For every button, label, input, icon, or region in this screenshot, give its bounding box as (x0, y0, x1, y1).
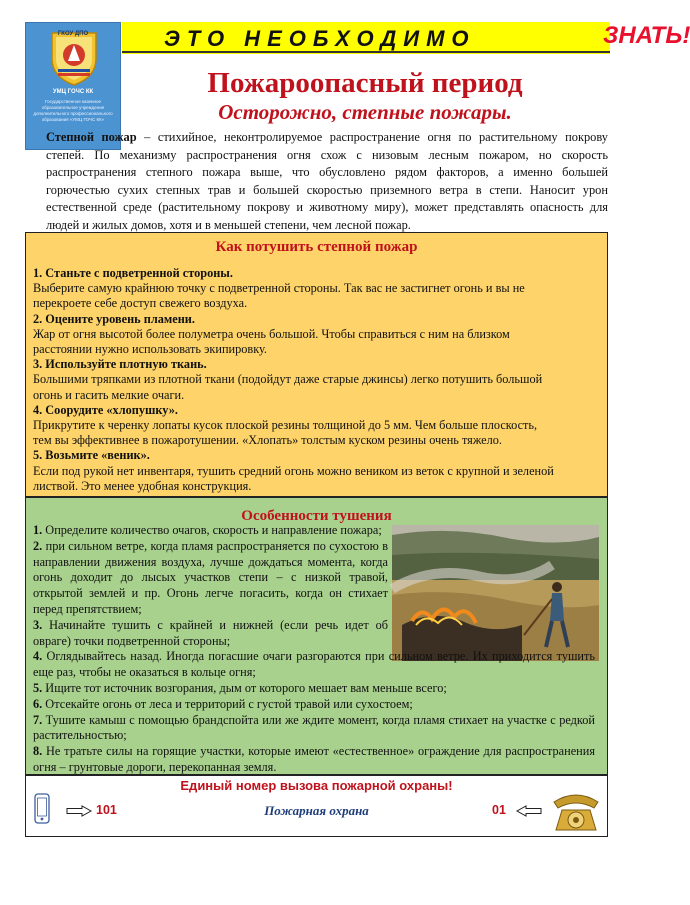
feature-text: Оглядывайтесь назад. Иногда погасшие очаги разгораются при сильном ветре. Их приходится тушить еще раз, чтобы не оказаться в кольце огня; (33, 649, 595, 680)
step-title: 1. Станьте с подветренной стороны. (33, 266, 233, 280)
fire-service-label: Пожарная охрана (264, 803, 369, 818)
feature-num: 7. (33, 712, 43, 727)
step-item (33, 312, 557, 358)
banner-highlight: ЗНАТЬ! (603, 22, 690, 49)
rotary-phone-icon (550, 790, 602, 834)
banner-underline (122, 51, 610, 53)
emblem-shield-icon (48, 29, 100, 87)
how-heading: Как потушить степной пожар (215, 239, 418, 255)
feature-text: Отсекайте огонь от леса и территорий с густой травой или сухостоем; (42, 696, 413, 711)
feature-text: Начинайте тушить с крайней и нижней (если речь идет об овраге) точки подветренной стороны; (33, 617, 388, 648)
step-text: Если под рукой нет инвентаря, тушить средний огонь можно веником из веток с крупной и зеленой листвой. Это менее удобная конструкция. (33, 463, 554, 493)
feature-num: 2. (33, 538, 43, 553)
feature-item (33, 649, 595, 681)
step-item (33, 448, 557, 494)
step-item (33, 357, 557, 403)
step-text: Большими тряпками из плотной ткани (подойдут даже старые джинсы) легко потушить большой огонь и гасить мелкие очаги. (33, 372, 543, 402)
step-item (33, 403, 557, 449)
features-heading: Особенности тушения (241, 508, 392, 524)
step-title: 3. Используйте плотную ткань. (33, 357, 207, 372)
feature-num: 3. (33, 617, 43, 632)
feature-item (33, 744, 595, 776)
feature-item (33, 713, 595, 745)
page-title: Пожароопасный период (207, 67, 523, 99)
feature-item (33, 618, 388, 650)
feature-num: 6. (33, 696, 43, 711)
feature-text: Ищите тот источник возгорания, дым от которого мешает вам меньше всего; (42, 680, 447, 695)
feature-text: при сильном ветре, когда пламя распространяется по сухостою в направлении движения воздуха, лучше дождаться момента, когда огонь доходит до лысых участков степи – с низкой травой, открытой землей и пр. Огонь легче погасить, когда он стихает перед препятствием; (33, 538, 388, 616)
arrow-left-icon (516, 805, 542, 817)
steps-list (33, 266, 557, 494)
mobile-number: 101 (96, 803, 117, 817)
feature-item (33, 697, 595, 713)
feature-text: Определите количество очагов, скорость и направление пожара; (42, 523, 382, 537)
feature-text: Не тратьте силы на горящие участки, которые имеют «естественное» ограждение для распространения огня – грунтовые дороги, перекопанная земля. (33, 744, 595, 774)
logo-line-3: Государственное казенное образовательное учреждение дополнительного профессионального образования «УМЦ ГОЧС КК» (33, 99, 113, 122)
landline-number: 01 (492, 803, 506, 817)
feature-num: 5. (33, 680, 43, 695)
how-to-extinguish-section (25, 232, 608, 497)
step-title: 4. Соорудите «хлопушку». (33, 402, 178, 417)
banner-text: ЭТО НЕОБХОДИМО (164, 26, 476, 51)
features-list (33, 523, 595, 776)
emergency-number-section (25, 775, 608, 837)
header-banner (122, 22, 690, 54)
feature-num: 8. (33, 744, 43, 759)
intro-paragraph (46, 129, 608, 235)
feature-item (33, 539, 388, 618)
step-text: Выберите самую крайнюю точку с подветренной стороны. Так вас не застигнет огонь и вы не перекроете себе доступ свежего воздуха. (33, 281, 525, 311)
logo-line-2: УМЦ ГОЧС КК (52, 89, 94, 95)
feature-num: 1. (33, 523, 43, 537)
step-item (33, 266, 557, 312)
intro-text: – стихийное, неконтролируемое распространение огня по растительному покрову степей. По механизму распространения огня схож с низовым лесным пожаром, но скорость распространения степного пожара выше, что обусловлено рядом факторов, а именно большей горючестью сухих степных трав и большей скоростью приземного ветра в степи. Наносит урон естественной среде (растительному покрову и животному миру), может представлять опасность для людей и жилых домов, хотя и в меньшей степени, чем лесной пожар. (46, 130, 608, 232)
emergency-heading: Единый номер вызова пожарной охраны! (180, 778, 453, 793)
step-text: Жар от огня высотой более полуметра очень большой. Чтобы справиться с ним на близком расстоянии нужно использовать экипировку. (33, 326, 510, 357)
feature-num: 4. (33, 649, 43, 664)
logo-line-1: ГКОУ ДПО (57, 31, 89, 37)
feature-item (33, 523, 388, 539)
step-title: 2. Оцените уровень пламени. (33, 311, 195, 326)
intro-term: Степной пожар (46, 130, 137, 144)
feature-item (33, 681, 595, 697)
extinguishing-features-section (25, 497, 608, 775)
step-title: 5. Возьмите «веник». (33, 448, 150, 463)
step-text: Прикрутите к черенку лопаты кусок плоской резины толщиной до 5 мм. Чем больше плоскость, тем вы эффективнее в пожаротушении. «Хлопать» толстым куском резины очень тяжело. (33, 418, 538, 448)
page-subtitle: Осторожно, степные пожары. (218, 100, 512, 124)
feature-text: Тушите камыш с помощью брандспойта или же ждите момент, когда пламя стихает на участке с редкой растительностью; (33, 712, 595, 743)
